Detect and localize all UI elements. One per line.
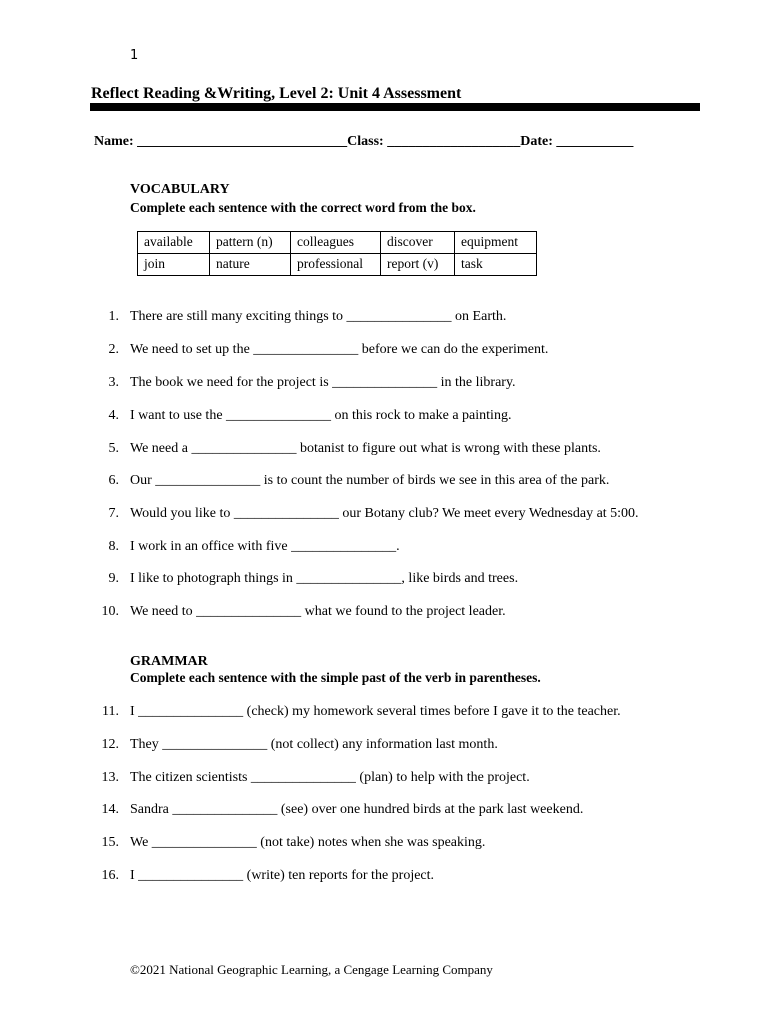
document-title: Reflect Reading &Writing, Level 2: Unit 4 Assessment (91, 85, 462, 102)
word-box-row (138, 254, 537, 276)
question-text: We need to _______________ what we found to the project leader. (130, 604, 506, 619)
vocabulary-question (90, 604, 690, 624)
question-number: 4. (108, 408, 119, 423)
question-text: There are still many exciting things to _______________ on Earth. (130, 309, 507, 324)
question-text: Would you like to _______________ our Botany club? We meet every Wednesday at 5:00. (130, 506, 639, 521)
question-number: 6. (108, 473, 119, 488)
grammar-question (90, 737, 690, 757)
question-text: Sandra _______________ (see) over one hundred birds at the park last weekend. (130, 802, 584, 817)
word-box-cell: report (v) (381, 254, 455, 276)
question-number: 14. (101, 802, 119, 817)
word-box-cell: equipment (455, 232, 537, 254)
grammar-question (90, 868, 690, 888)
grammar-question (90, 802, 690, 822)
vocabulary-question (90, 375, 690, 395)
vocabulary-question (90, 441, 690, 461)
question-number: 10. (101, 604, 119, 619)
question-number: 9. (108, 571, 119, 586)
word-box-row (138, 232, 537, 254)
page-number: 1 (130, 48, 139, 63)
question-number: 1. (108, 309, 119, 324)
title-rule (90, 103, 700, 111)
question-number: 5. (108, 441, 119, 456)
question-text: We need a _______________ botanist to figure out what is wrong with these plants. (130, 441, 601, 456)
vocabulary-question (90, 408, 690, 428)
vocabulary-question (90, 506, 690, 526)
question-text: We _______________ (not take) notes when she was speaking. (130, 835, 486, 850)
question-number: 12. (101, 737, 119, 752)
grammar-question (90, 770, 690, 790)
question-number: 8. (108, 539, 119, 554)
question-number: 13. (101, 770, 119, 785)
question-text: The book we need for the project is _______________ in the library. (130, 375, 516, 390)
vocabulary-instruction: Complete each sentence with the correct word from the box. (130, 200, 476, 215)
question-text: They _______________ (not collect) any information last month. (130, 737, 498, 752)
question-number: 11. (102, 704, 119, 719)
question-text: Our _______________ is to count the number of birds we see in this area of the park. (130, 473, 610, 488)
question-text: I _______________ (check) my homework several times before I gave it to the teacher. (130, 704, 621, 719)
question-number: 7. (108, 506, 119, 521)
question-text: I work in an office with five _______________. (130, 539, 400, 554)
question-text: I like to photograph things in _______________, like birds and trees. (130, 571, 519, 586)
word-box-cell: join (138, 254, 210, 276)
question-number: 16. (101, 868, 119, 883)
vocabulary-question (90, 309, 690, 329)
word-box-cell: colleagues (291, 232, 381, 254)
vocabulary-question (90, 571, 690, 591)
grammar-question (90, 704, 690, 724)
question-text: We need to set up the _______________ before we can do the experiment. (130, 342, 549, 357)
grammar-instruction: Complete each sentence with the simple past of the verb in parentheses. (130, 670, 541, 685)
word-box-cell: discover (381, 232, 455, 254)
question-number: 2. (108, 342, 119, 357)
grammar-question (90, 835, 690, 855)
vocabulary-question (90, 539, 690, 559)
copyright-footer: ©2021 National Geographic Learning, a Cengage Learning Company (130, 962, 493, 977)
question-text: I _______________ (write) ten reports for the project. (130, 868, 435, 883)
word-box-cell: professional (291, 254, 381, 276)
word-box-cell: nature (210, 254, 291, 276)
grammar-heading: GRAMMAR (130, 654, 208, 669)
word-box (137, 231, 537, 276)
question-number: 3. (108, 375, 119, 390)
word-box-cell: available (138, 232, 210, 254)
question-number: 15. (101, 835, 119, 850)
question-text: The citizen scientists _______________ (plan) to help with the project. (130, 770, 530, 785)
word-box-cell: pattern (n) (210, 232, 291, 254)
name-class-date-line: Name: ______________________________Class: ___________________Date: ___________ (94, 134, 634, 149)
vocabulary-question (90, 473, 690, 493)
vocabulary-heading: VOCABULARY (130, 182, 230, 197)
question-text: I want to use the _______________ on this rock to make a painting. (130, 408, 512, 423)
word-box-cell: task (455, 254, 537, 276)
vocabulary-question (90, 342, 690, 362)
